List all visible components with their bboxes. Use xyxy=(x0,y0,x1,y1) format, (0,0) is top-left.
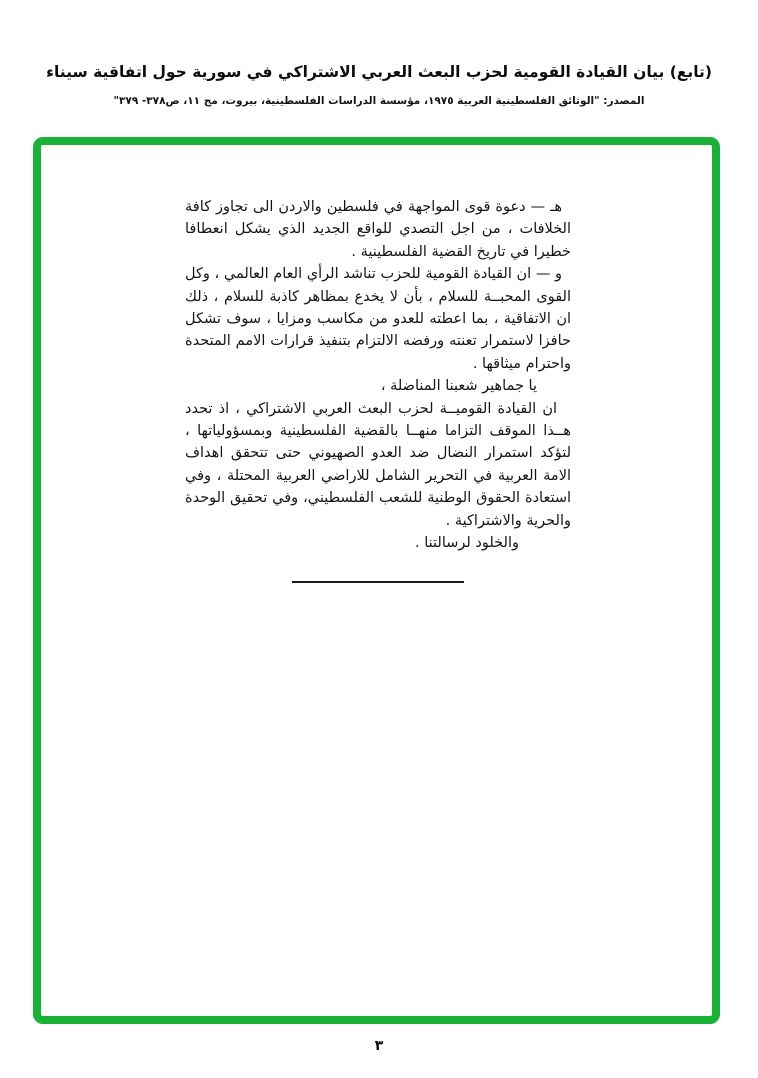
paragraph-address: يا جماهير شعبنا المناضلة ، xyxy=(380,378,537,395)
paragraph-item-waw: و — ان القيادة القومية للحزب تناشد الرأي العام العالمي ، وكل القوى المحبــة للسلام ، بأن لا يخدع بمظاهر كاذبة للسلام ، ذلك ان الاتفاقية ، بما اعطته للعدو من مكاسب ومزايا ، سوف تشكل حافزا لاستمرار تعنته ورفضه الالتزام بتنفيذ قرارات الامم المتحدة واحترام ميثاقها . xyxy=(185,266,571,372)
page-number: ٣ xyxy=(374,1038,384,1054)
paragraph-closing-statement: ان القيادة القوميــة لحزب البعث العربي الاشتراكي ، اذ تحدد هــذا الموقف التزاما منهــا بالقضية الفلسطينية وبمسؤولياتها ، لتؤكد استمرار النضال ضد العدو الصهيوني حتى تتحقق اهداف الامة العربية في التحرير الشامل للاراضي العربية المحتلة ، وفي استعادة الحقوق الوطنية للشعب الفلسطيني، وفي تحقيق الوحدة والحرية والاشتراكية . xyxy=(185,400,571,529)
source-citation: المصدر: "الوثائق الفلسطينية العربية ١٩٧٥، مؤسسة الدراسات الفلسطينية، بيروت، مج ١١، ص٣٧٨- ٣٧٩" xyxy=(113,95,645,107)
paragraph-final-line: والخلود لرسالتنا . xyxy=(415,535,519,552)
document-title: (تابع) بيان القيادة القومية لحزب البعث العربي الاشتراكي في سورية حول اتفاقية سيناء xyxy=(46,63,712,81)
section-divider xyxy=(292,581,464,583)
body-text-block xyxy=(185,196,571,583)
paragraph-item-ha: هـ — دعوة قوى المواجهة في فلسطين والاردن الى تجاوز كافة الخلافات ، من اجل التصدي للواقع الجديد الذي يشكل انعطافا خطيرا في تاريخ القضية الفلسطينية . xyxy=(185,199,571,260)
